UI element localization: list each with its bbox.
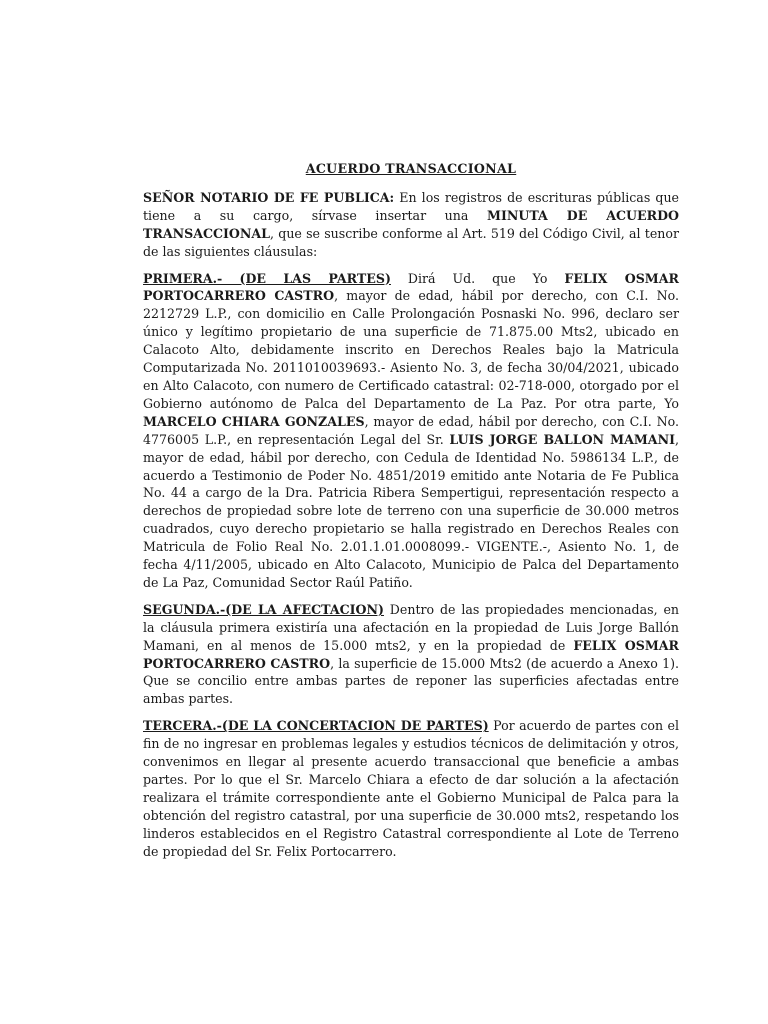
- paragraph-segunda: [143, 601, 679, 708]
- run: , la superficie de 15.000 Mts2 (de acuerdo a Anexo 1). Que se concilio entre ambas partes de reponer las superficies afectadas entre ambas partes.: [143, 655, 680, 707]
- run: En los registros de escrituras públicas que tiene a su cargo, sírvase insertar una: [143, 189, 680, 223]
- clause-heading: TERCERA.-(DE LA CONCERTACION DE PARTES): [143, 718, 489, 734]
- run: LUIS JORGE BALLON MAMANI: [449, 431, 675, 447]
- run: , mayor de edad, hábil por derecho, con C.I. No. 2212729 L.P., con domicilio en Calle Prolongación Posnaski No. 996, declaro ser único y legítimo propietario de una superficie de 71.875.00 Mts2, ubicado en Calacoto Alto, debidamente inscrito en Derechos Reales bajo la Matricula Computarizada No. 2011010039693.- Asiento No. 3, de fecha 30/04/2021, ubicado en Alto Calacoto, con numero de Certificado catastral: 02-718-000, otorgado por el Gobierno autónomo de Palca del Departamento de La Paz. Por otra parte, Yo: [143, 288, 679, 411]
- run: , mayor de edad, hábil por derecho, con C.I. No. 4776005 L.P., en representación Legal del Sr.: [143, 413, 679, 447]
- paragraph-tercera: [143, 717, 679, 860]
- clause-heading: PRIMERA.- (DE LAS PARTES): [143, 270, 391, 286]
- run: Dentro de las propiedades mencionadas, en la cláusula primera existiría una afectación en la propiedad de Luis Jorge Ballón Mamani, en al menos de 15.000 mts2, y en la propiedad de: [143, 601, 680, 653]
- paragraph-primera: [143, 270, 679, 592]
- run: FELIX OSMAR PORTOCARRERO CASTRO: [143, 270, 679, 304]
- run: , que se suscribe conforme al Art. 519 del Código Civil, al tenor de las siguientes cláusulas:: [143, 225, 679, 259]
- run: Por acuerdo de partes con el fin de no ingresar en problemas legales y estudios técnicos de delimitación y otros, convenimos en llegar al presente acuerdo transaccional que beneficie a ambas partes. Por lo que el Sr. Marcelo Chiara a efecto de dar solución a la afectación realizara el trámite correspondiente ante el Gobierno Municipal de Palca para la obtención del registro catastral, por una superficie de 30.000 mts2, respetando los linderos establecidos en el Registro Catastral correspondiente al Lote de Terreno de propiedad del Sr. Felix Portocarrero.: [143, 718, 679, 859]
- run: MARCELO CHIARA GONZALES: [143, 413, 365, 429]
- document-page: [143, 160, 679, 870]
- document-title: ACUERDO TRANSACCIONAL: [305, 161, 517, 176]
- run: MINUTA DE ACUERDO TRANSACCIONAL: [143, 207, 679, 241]
- run: , mayor de edad, hábil por derecho, con Cedula de Identidad No. 5986134 L.P., de acuerdo a Testimonio de Poder No. 4851/2019 emitido ante Notaria de Fe Publica No. 44 a cargo de la Dra. Patricia Ribera Sempertigui, representación respecto a derechos de propiedad sobre lote de terreno con una superficie de 30.000 metros cuadrados, cuyo derecho propietario se halla registrado en Derechos Reales con Matricula de Folio Real No. 2.01.1.01.0008099.- VIGENTE.-, Asiento No. 1, de fecha 4/11/2005, ubicado en Alto Calacoto, Municipio de Palca del Departamento de La Paz, Comunidad Sector Raúl Patiño.: [143, 431, 679, 590]
- paragraph-intro: [143, 189, 679, 261]
- clause-heading: SEGUNDA.-(DE LA AFECTACION): [143, 601, 384, 617]
- run: FELIX OSMAR PORTOCARRERO CASTRO: [143, 637, 679, 671]
- run: Dirá Ud. que Yo: [390, 270, 565, 286]
- run: SEÑOR NOTARIO DE FE PUBLICA:: [143, 189, 395, 205]
